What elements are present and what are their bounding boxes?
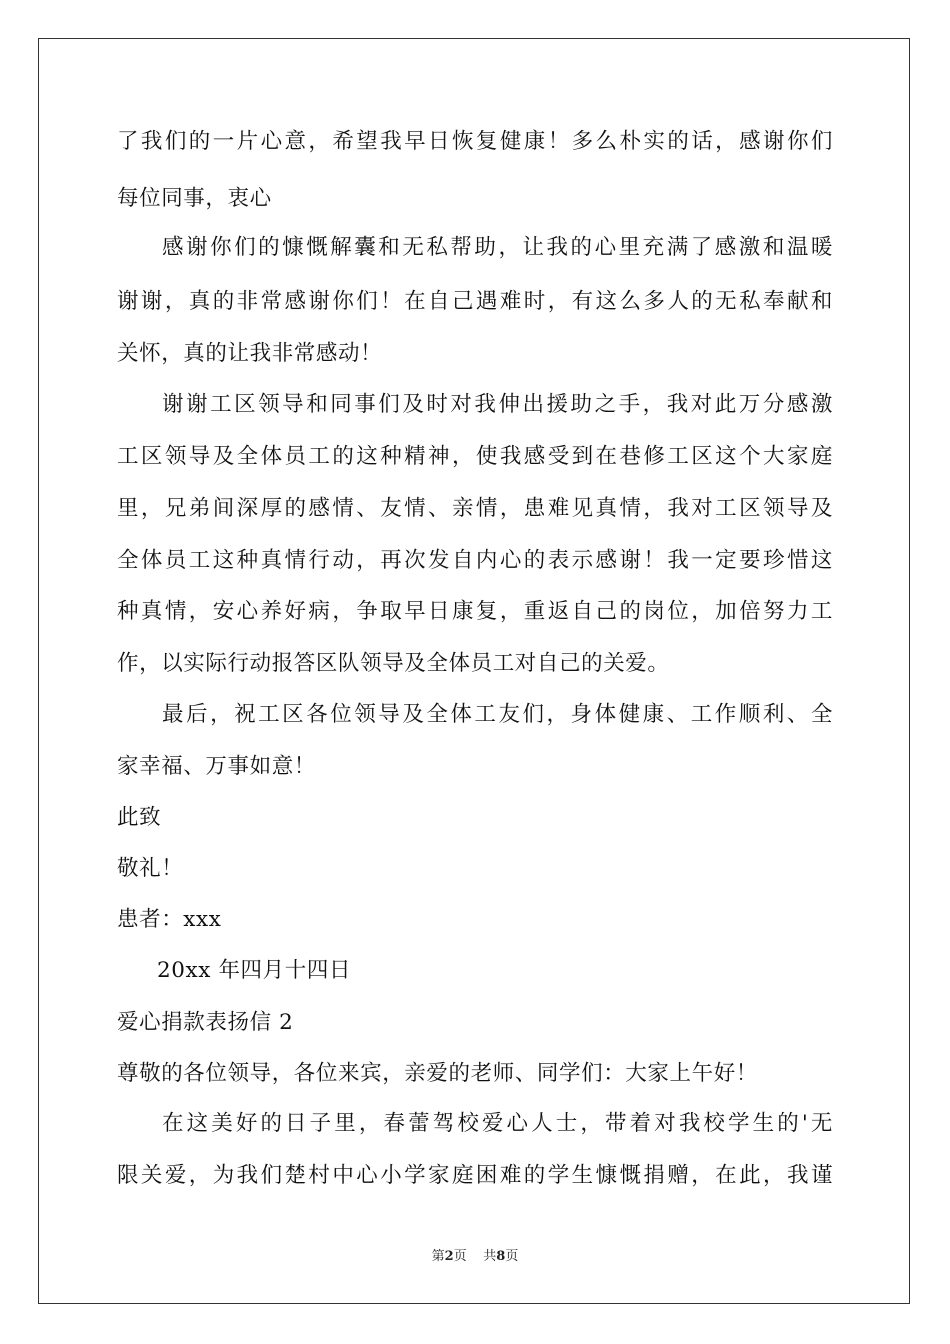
page-footer: [0, 1248, 950, 1266]
text-line: 尊敬的各位领导，各位来宾，亲爱的老师、同学们：大家上午好！: [117, 1061, 758, 1086]
text-line: 作，以实际行动报答区队领导及全体员工对自己的关爱。: [117, 651, 670, 676]
total-prefix: 共: [483, 1249, 497, 1264]
text-line: 全体员工这种真情行动，再次发自内心的表示感谢！我一定要珍惜这: [117, 548, 833, 573]
paragraph-first-line: 在这美好的日子里，春蕾驾校爱心人士，带着对我校学生的'无: [162, 1111, 833, 1136]
page-number: 2: [444, 1249, 454, 1264]
page-prefix: 第: [431, 1249, 445, 1264]
total-pages: 8: [496, 1249, 506, 1264]
text-line: 每位同事，衷心: [117, 186, 272, 211]
text-line: 里，兄弟间深厚的感情、友情、亲情，患难见真情，我对工区领导及: [117, 496, 833, 521]
text-line: 谢谢，真的非常感谢你们！在自己遇难时，有这么多人的无私奉献和: [117, 289, 833, 314]
text-line: 家幸福、万事如意！: [117, 754, 316, 779]
text-line: 关怀，真的让我非常感动！: [117, 341, 383, 366]
text-line: 了我们的一片心意，希望我早日恢复健康！多么朴实的话，感谢你们: [117, 129, 833, 154]
text-line: 限关爱，为我们楚村中心小学家庭困难的学生慷慨捐赠，在此，我谨: [117, 1163, 833, 1188]
paragraph-first-line: 最后，祝工区各位领导及全体工友们，身体健康、工作顺利、全: [162, 702, 833, 727]
salutation-line: 敬礼！: [117, 856, 184, 881]
text-line: 种真情，安心养好病，争取早日康复，重返自己的岗位，加倍努力工: [117, 599, 833, 624]
paragraph-first-line: 感谢你们的慷慨解囊和无私帮助，让我的心里充满了感激和温暖: [162, 235, 833, 260]
date-line: 20xx 年四月十四日: [157, 958, 352, 983]
paragraph-first-line: 谢谢工区领导和同事们及时对我伸出援助之手，我对此万分感激: [162, 392, 833, 417]
page-suffix: 页: [453, 1249, 467, 1264]
signature-line: 患者：xxx: [117, 907, 222, 932]
section-title: 爱心捐款表扬信 2: [117, 1010, 294, 1035]
total-suffix: 页: [505, 1249, 519, 1264]
salutation-line: 此致: [117, 805, 162, 830]
text-line: 工区领导及全体员工的这种精神，使我感受到在巷修工区这个大家庭: [117, 444, 833, 469]
